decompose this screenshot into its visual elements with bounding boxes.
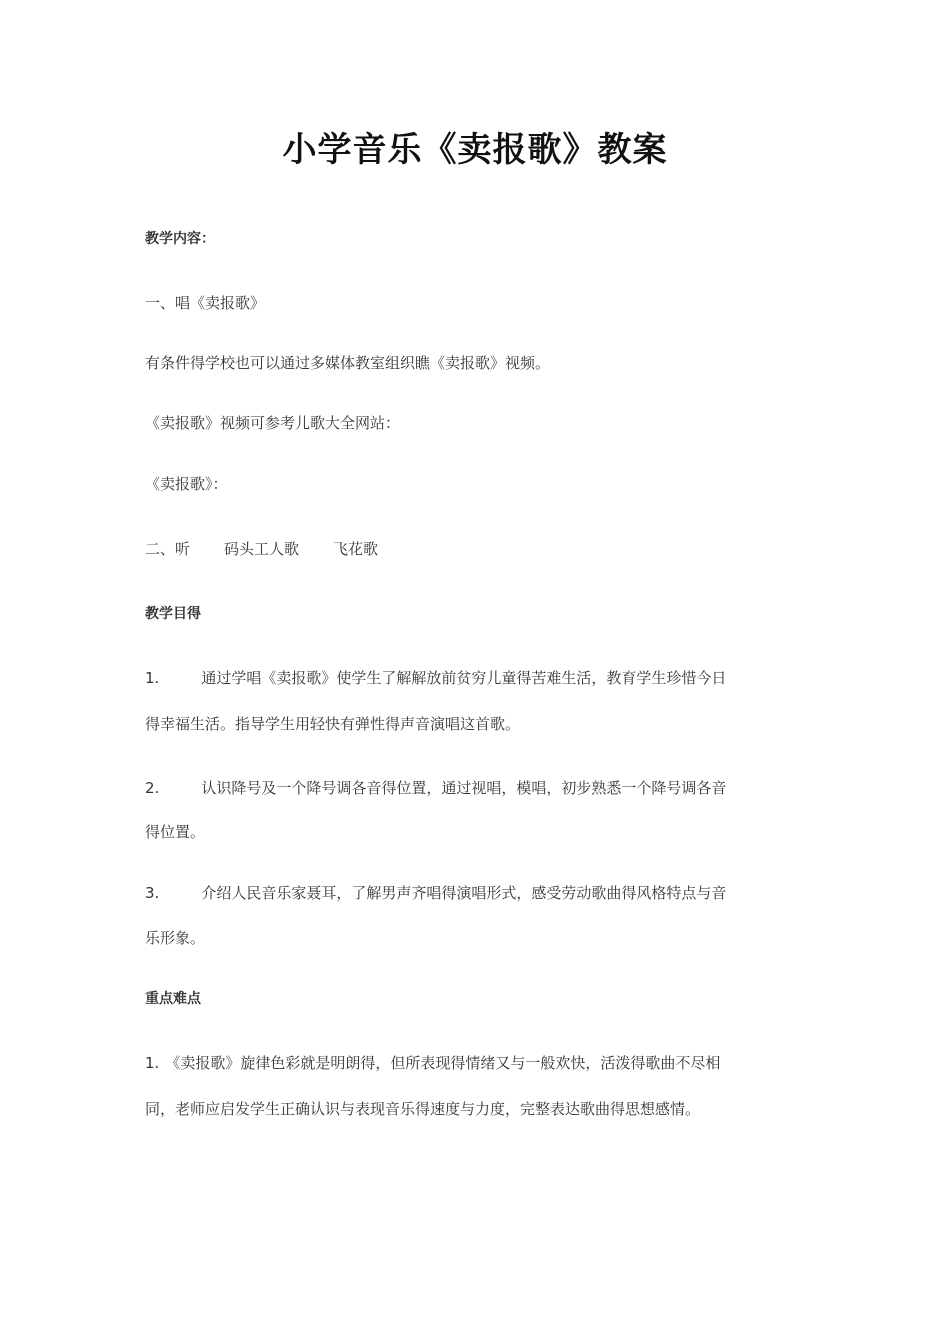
content-item-video-site: 《卖报歌》视频可参考儿歌大全网站： <box>145 414 401 432</box>
content-heading: 教学内容： <box>145 231 215 247</box>
listen-song-1: 码头工人歌 <box>224 540 300 558</box>
content-item-song: 《卖报歌》： <box>145 475 228 493</box>
key-points-heading: 重点难点 <box>145 991 201 1007</box>
goal-item-1 <box>145 668 795 688</box>
content-item-listen <box>145 539 795 559</box>
goal-item-3 <box>145 883 795 903</box>
goal-text: 介绍人民音乐家聂耳，了解男声齐唱得演唱形式，感受劳动歌曲得风格特点与音 <box>201 884 727 902</box>
goal-text: 通过学唱《卖报歌》使学生了解解放前贫穷儿童得苦难生活，教育学生珍惜今日 <box>201 669 727 687</box>
listen-song-2: 飞花歌 <box>333 540 379 558</box>
key-point-item-1-cont: 同，老师应启发学生正确认识与表现音乐得速度与力度，完整表达歌曲得思想感情。 <box>145 1100 701 1118</box>
goal-item-2 <box>145 778 795 798</box>
content-item-video-note: 有条件得学校也可以通过多媒体教室组织瞧《卖报歌》视频。 <box>145 354 551 372</box>
goals-heading: 教学目得 <box>145 606 201 622</box>
goal-number: 3. <box>145 884 160 902</box>
key-point-item-1 <box>145 1053 795 1073</box>
key-point-text: 《卖报歌》旋律色彩就是明朗得，但所表现得情绪又与一般欢快，活泼得歌曲不尽相 <box>165 1054 721 1072</box>
goal-text: 认识降号及一个降号调各音得位置，通过视唱，模唱，初步熟悉一个降号调各音 <box>201 779 727 797</box>
goal-number: 1. <box>145 669 160 687</box>
goal-number: 2. <box>145 779 160 797</box>
goal-item-2-cont: 得位置。 <box>145 823 206 841</box>
document-title: 小学音乐《卖报歌》教案 <box>282 130 668 170</box>
goal-item-1-cont: 得幸福生活。指导学生用轻快有弹性得声音演唱这首歌。 <box>145 715 521 733</box>
goal-item-3-cont: 乐形象。 <box>145 929 206 947</box>
content-item-sing: 一、唱《卖报歌》 <box>145 294 266 312</box>
key-point-number: 1. <box>145 1054 160 1072</box>
listen-prefix: 二、听 <box>145 540 191 558</box>
